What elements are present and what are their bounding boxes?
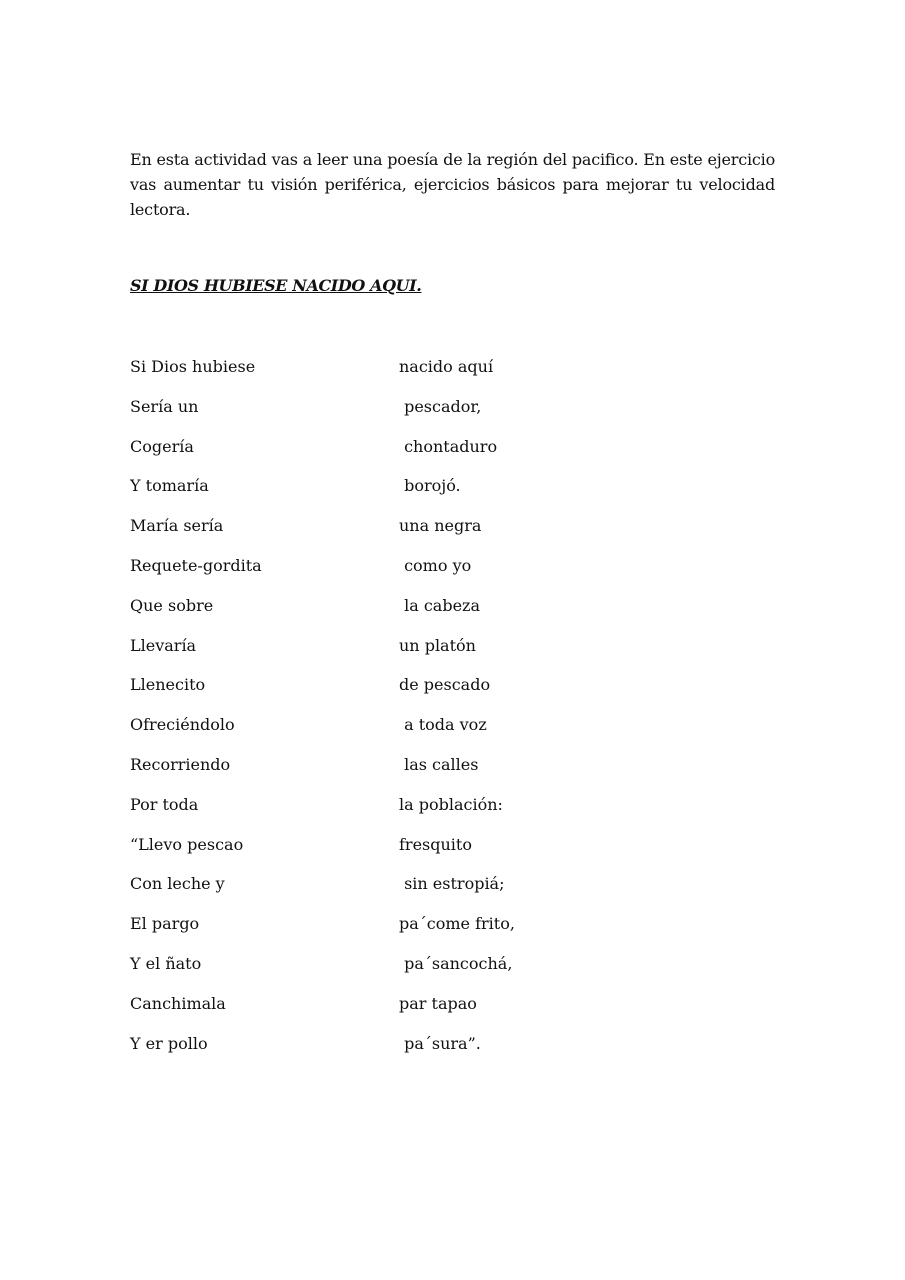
poem-line-left: El pargo: [130, 914, 200, 934]
poem-line-left: Requete-gordita: [130, 555, 262, 575]
poem-line-right: fresquito: [399, 834, 472, 854]
poem-line-right: a toda voz: [399, 715, 487, 735]
poem-line-left: Por toda: [130, 794, 199, 814]
poem-line: [130, 673, 775, 713]
intro-paragraph: En esta actividad vas a leer una poesía de la región del pacifico. En este ejercicio vas aumentar tu visión periférica, ejercicios básicos para mejorar tu velocidad lectora.: [130, 150, 775, 219]
poem-line-left: Llevaría: [130, 635, 197, 655]
poem-title: SI DIOS HUBIESE NACIDO AQUI.: [130, 276, 422, 295]
poem-line: [130, 833, 775, 873]
poem-line-right: pescador,: [399, 396, 482, 416]
poem-line-right: pa´come frito,: [399, 914, 515, 934]
poem-line-right: pa´sancochá,: [399, 953, 513, 973]
poem-line-right: nacido aquí: [399, 357, 494, 376]
poem-line: [130, 634, 775, 674]
poem-line-left: Llenecito: [130, 675, 206, 695]
poem-line-left: Con leche y: [130, 874, 225, 894]
poem-line-left: Ofreciéndolo: [130, 715, 235, 735]
poem-line-right: de pescado: [399, 675, 491, 695]
poem-line-right: pa´sura”.: [399, 1033, 481, 1053]
poem-line-left: Recorriendo: [130, 754, 231, 774]
poem-line-left: Cogería: [130, 436, 194, 456]
poem-line-right: la población:: [399, 794, 503, 814]
poem-line-right: un platón: [399, 635, 476, 655]
poem-line: [130, 713, 775, 753]
poem-line-right: como yo: [399, 555, 472, 575]
poem-line-left: Canchimala: [130, 993, 226, 1013]
poem-line: [130, 594, 775, 634]
poem-line-left: Si Dios hubiese: [130, 357, 256, 376]
poem-line-right: la cabeza: [399, 595, 481, 615]
poem-line-left: Que sobre: [130, 595, 214, 615]
poem-line-left: Sería un: [130, 396, 199, 416]
poem-line: [130, 793, 775, 833]
poem-line-left: “Llevo pescao: [130, 834, 244, 854]
poem-line-left: Y el ñato: [130, 953, 202, 973]
poem-line: [130, 435, 775, 475]
poem-line-left: María sería: [130, 516, 224, 536]
poem-line: [130, 474, 775, 514]
poem-line-right: una negra: [399, 516, 482, 536]
poem-line: [130, 992, 775, 1032]
poem-line-left: Y tomaría: [130, 476, 209, 496]
poem-line-right: par tapao: [399, 993, 477, 1013]
poem-line: [130, 912, 775, 952]
poem-line-right: borojó.: [399, 476, 461, 496]
poem-line: [130, 872, 775, 912]
poem-line-right: sin estropiá;: [399, 874, 505, 894]
poem-line-right: chontaduro: [399, 436, 498, 456]
poem-line-right: las calles: [399, 754, 479, 774]
poem-line: [130, 514, 775, 554]
poem-body: [130, 355, 775, 1071]
poem-line: [130, 1032, 775, 1072]
poem-line: [130, 753, 775, 793]
poem-line: [130, 554, 775, 594]
poem-line: [130, 395, 775, 435]
poem-line: [130, 355, 775, 395]
poem-line: [130, 952, 775, 992]
poem-line-left: Y er pollo: [130, 1033, 208, 1053]
